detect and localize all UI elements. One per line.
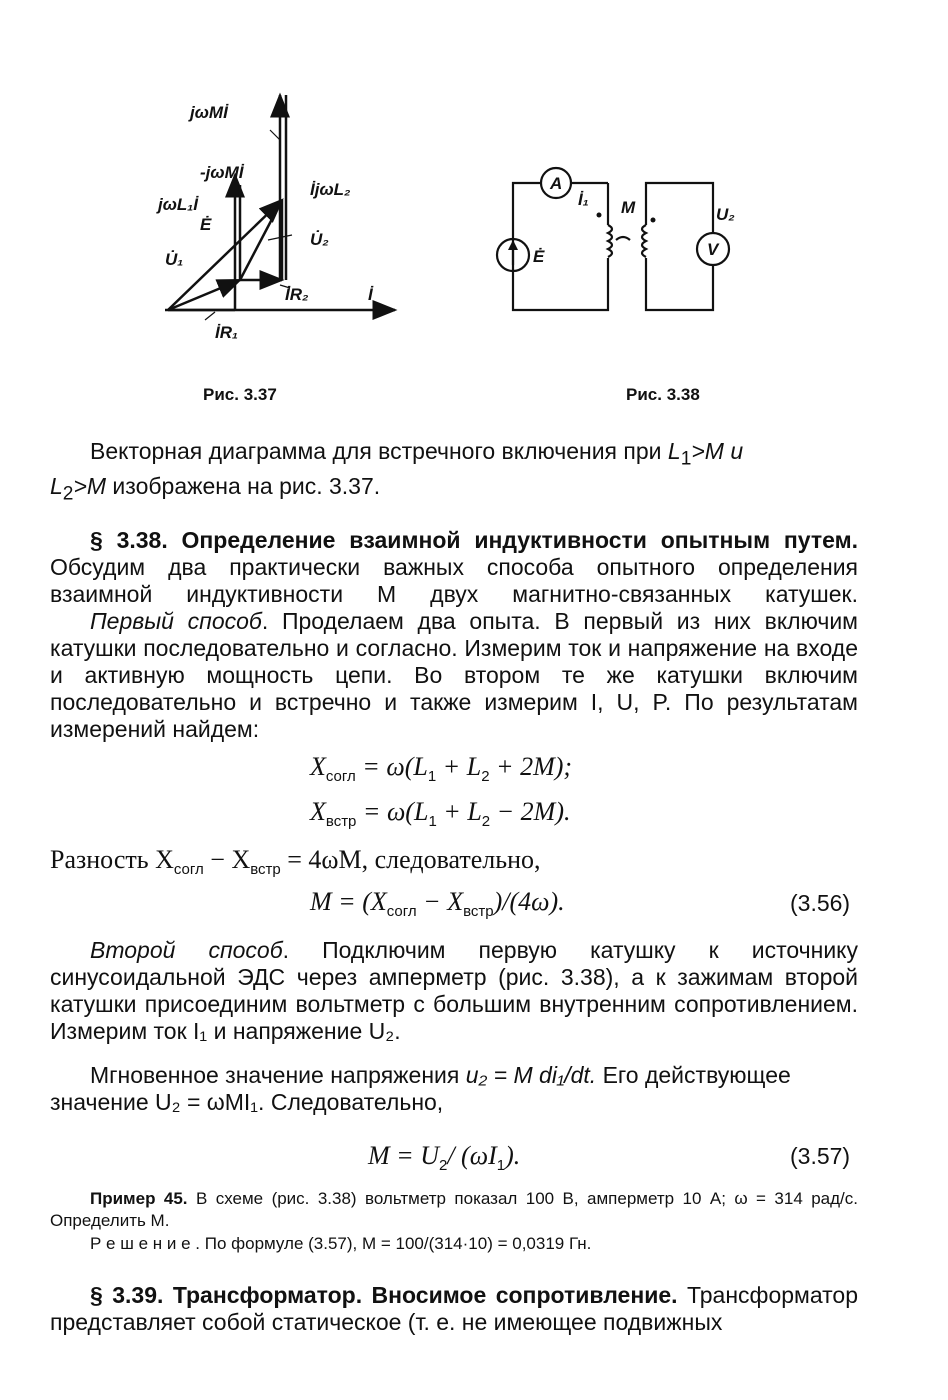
equation-3-57: $M = U_2/$ $(\omega I_1)$. (368, 1141, 521, 1174)
section-title: § 3.38. Определение взаимной индуктивности опытным путем. (90, 527, 858, 553)
voltmeter-label: V (707, 240, 719, 259)
label-jwmi: jωMİ (190, 103, 228, 122)
ammeter-label: A (550, 174, 563, 193)
label-m: M (621, 198, 636, 217)
equation-number-3-56: (3.56) (790, 890, 851, 916)
coupling-arc (616, 237, 630, 240)
equation-x-vstr: $X_{встр} = \omega(L_1 + L_2 - 2M)$. (310, 797, 571, 830)
section-3-38: § 3.38. Определение взаимной индуктивности опытным путем. Обсудим два практически важных способа опытного определения взаимной индуктивности M двух магнитно-связанных катушек. (50, 527, 858, 607)
section-3-39-title: § 3.39. Трансформатор. Вносимое сопротивление. (90, 1282, 678, 1308)
equation-number-3-57: (3.57) (790, 1143, 851, 1169)
label-e-circuit: Ė (533, 247, 545, 266)
label-e: Ė (200, 215, 212, 234)
circuit-fig-3-38 (488, 160, 748, 320)
figure-caption-3-37: Рис. 3.37 (203, 385, 277, 404)
paragraph-vector-diagram: Векторная диаграмма для встречного включения при $L_1>M$ и $L_2>M$ изображена на рис. 3.37. (50, 438, 744, 505)
figure-caption-3-38: Рис. 3.38 (626, 385, 700, 404)
section-3-39: § 3.39. Трансформатор. Вносимое сопротивление. Трансформатор представляет собой статическое (т. е. не имеющее подвижных (50, 1282, 858, 1335)
label-u1: U̇₁ (165, 250, 184, 269)
equation-x-sogl: $X_{согл} = \omega(L_1 + L_2 + 2M)$; (310, 752, 573, 785)
difference-line: Разность $X_{согл} - X_{встр} = 4\omega M$, следовательно, (50, 845, 541, 878)
e-vector (168, 200, 282, 310)
equation-3-56: $M = (X_{согл} - X_{встр})/(4\omega)$. (310, 887, 565, 920)
paragraph-method-2: Второй способ. Подключим первую катушку к источнику синусоидальной ЭДС через амперметр (рис. 3.38), а к зажимам второй катушки присоединим вольтметр с большим внутренним сопротивлением. Измерим ток I₁ и напряжение U₂. (50, 937, 858, 1044)
label-u2-circuit: U₂ (716, 205, 735, 224)
u1-vector (168, 280, 240, 310)
label-jwl1i: jωL₁İ (158, 195, 199, 214)
paragraph-instant-value: Мгновенное значение напряжения u₂ = M di₁/dt. Его действующее значение U₂ = ωMI₁. Следовательно, (50, 1062, 791, 1115)
label-neg-jwmi: -jωMİ (200, 163, 244, 182)
label-u2: U̇₂ (310, 230, 329, 249)
label-i: İ (368, 285, 373, 304)
label-ir2: İR₂ (285, 285, 309, 304)
example-45: Пример 45. В схеме (рис. 3.38) вольтметр показал 100 В, амперметр 10 А; ω = 314 рад/с. Определить M. (50, 1189, 858, 1230)
u2-vector (240, 200, 282, 280)
label-i1: İ₁ (578, 190, 589, 209)
example-solution: Р е ш е н и е . По формуле (3.57), M = 100/(314·10) = 0,0319 Гн. (90, 1234, 592, 1253)
secondary-coil (642, 225, 646, 257)
label-ir1: İR₁ (215, 323, 238, 342)
paragraph-method-1: Первый способ. Проделаем два опыта. В первый из них включим катушки последовательно и согласно. Измерим ток и напряжение на входе и активную мощность цепи. Во втором те же катушки включим последовательно и встречно и также измерим I, U, P. По результатам измерений найдем: (50, 608, 858, 742)
vector-diagram-fig-3-37 (150, 80, 420, 360)
secondary-loop (646, 183, 713, 233)
label-ijwl2: İjωL₂ (310, 180, 351, 199)
primary-coil (608, 225, 612, 257)
